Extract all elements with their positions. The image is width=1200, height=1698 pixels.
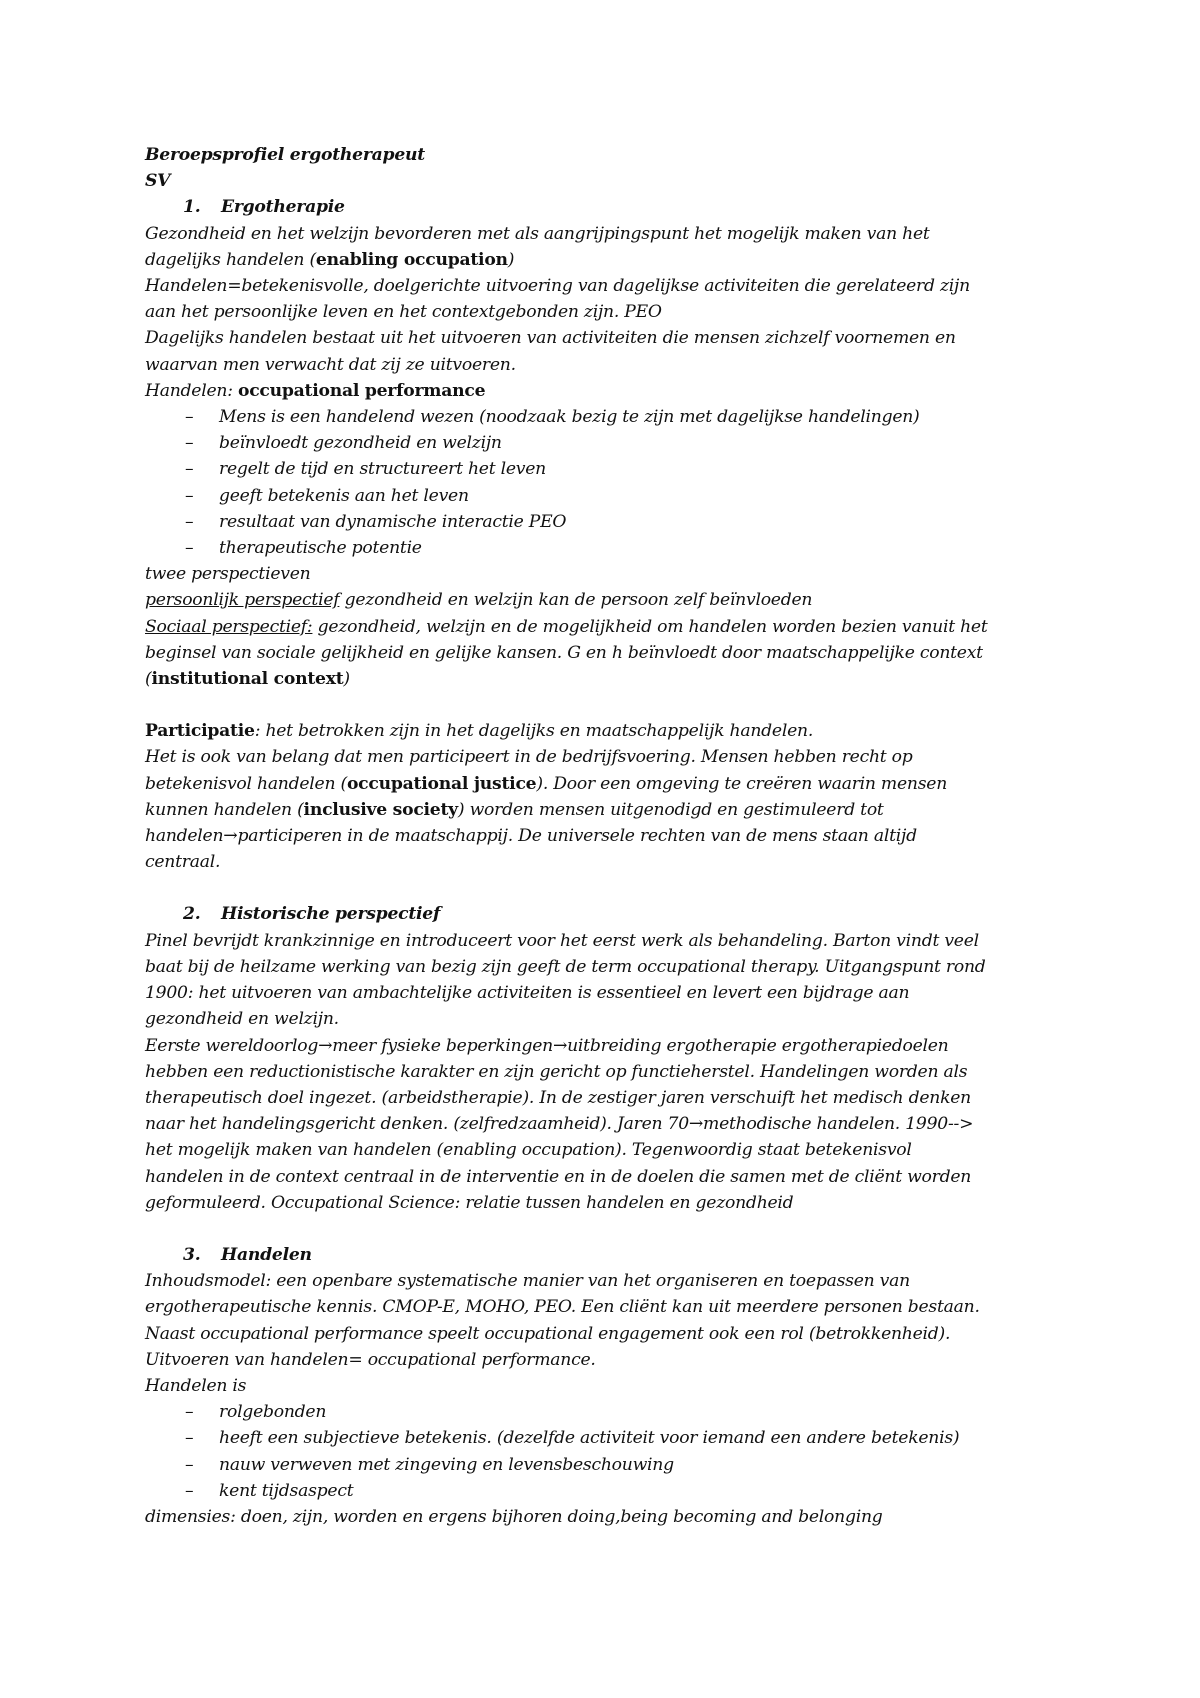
- paragraph-gap: [145, 875, 1100, 901]
- paragraph-line: dimensies: doen, zijn, worden en ergens bijhoren doing,being becoming and belonging: [145, 1506, 883, 1527]
- paragraph-line: therapeutisch doel ingezet. (arbeidstherapie). In de zestiger jaren verschuift het medisch denken: [145, 1087, 971, 1108]
- paragraph-line: Het is ook van belang dat men participeert in de bedrijfsvoering. Mensen hebben recht op: [145, 747, 913, 768]
- key-term: institutional context: [151, 669, 344, 690]
- paragraph-line: Eerste wereldoorlog→meer fysieke beperkingen→uitbreiding ergotherapie ergotherapiedoelen: [145, 1035, 949, 1056]
- paragraph-line: het mogelijk maken van handelen (enabling occupation). Tegenwoordig staat betekenisvol: [145, 1140, 912, 1161]
- bullet-dash: –: [185, 1454, 194, 1475]
- document-title: Beroepsprofiel ergotherapeut: [145, 145, 425, 165]
- paragraph-line: hebben een reductionistische karakter en zijn gericht op functieherstel. Handelingen worden als: [145, 1061, 968, 1082]
- key-term: inclusive society: [303, 799, 458, 820]
- paragraph-line: Handelen: occupational performance: [145, 380, 486, 401]
- paragraph-line: Naast occupational performance speelt occupational engagement ook een rol (betrokkenheid).: [145, 1323, 951, 1344]
- key-term: occupational performance: [237, 380, 486, 401]
- list-item: – rolgebonden: [145, 1399, 1100, 1425]
- paragraph-line: Handelen is: [145, 1375, 247, 1396]
- bullet-dash: –: [185, 511, 194, 532]
- paragraph-line: Pinel bevrijdt krankzinnige en introduceert voor het eerst werk als behandeling. Barton vindt veel: [145, 930, 979, 951]
- paragraph-gap: [145, 692, 1100, 718]
- paragraph-line: handelen in de context centraal in de interventie en in de doelen die samen met de cliënt worden: [145, 1166, 972, 1187]
- bullet-dash: –: [185, 1480, 194, 1501]
- paragraph-line: 1900: het uitvoeren van ambachtelijke activiteiten is essentieel en levert een bijdrage aan: [145, 983, 910, 1004]
- section-title: Ergotherapie: [221, 197, 345, 218]
- paragraph-line: Handelen=betekenisvolle, doelgerichte uitvoering van dagelijkse activiteiten die gerelateerd zijn: [145, 276, 970, 297]
- section-number: 3.: [183, 1244, 201, 1265]
- paragraph-line: Inhoudsmodel: een openbare systematische manier van het organiseren en toepassen van: [145, 1271, 910, 1292]
- section-title: Historische perspectief: [221, 904, 441, 925]
- list-item: – kent tijdsaspect: [145, 1478, 1100, 1504]
- paragraph-line: kunnen handelen (inclusive society) worden mensen uitgenodigd en gestimuleerd tot: [145, 799, 884, 820]
- list-item: – therapeutische potentie: [145, 535, 1100, 561]
- paragraph-line: centraal.: [145, 852, 221, 873]
- underlined-term: Sociaal perspectief:: [145, 616, 313, 637]
- paragraph-line: ergotherapeutische kennis. CMOP-E, MOHO, PEO. Een cliënt kan uit meerdere personen bestaan.: [145, 1297, 980, 1318]
- bullet-dash: –: [185, 1428, 194, 1449]
- paragraph-line: geformuleerd. Occupational Science: relatie tussen handelen en gezondheid: [145, 1192, 794, 1213]
- key-term: Participatie: [145, 721, 255, 742]
- list-item: – heeft een subjectieve betekenis. (dezelfde activiteit voor iemand een andere betekenis): [145, 1425, 1100, 1451]
- key-term: enabling occupation: [315, 249, 508, 270]
- section-heading-2: [145, 901, 1100, 927]
- paragraph-line: persoonlijk perspectief gezondheid en welzijn kan de persoon zelf beïnvloeden: [145, 590, 813, 611]
- bullet-dash: –: [185, 407, 194, 428]
- paragraph-line: Dagelijks handelen bestaat uit het uitvoeren van activiteiten die mensen zichzelf voornemen en: [145, 328, 956, 349]
- paragraph-line: (institutional context): [145, 669, 350, 690]
- key-term: occupational justice: [346, 773, 537, 794]
- paragraph-line: dagelijks handelen (enabling occupation): [145, 249, 515, 270]
- list-item: – Mens is een handelend wezen (noodzaak bezig te zijn met dagelijkse handelingen): [145, 404, 1100, 430]
- bullet-dash: –: [185, 538, 194, 559]
- paragraph-line: twee perspectieven: [145, 564, 311, 585]
- bullet-dash: –: [185, 485, 194, 506]
- section-heading-1: [145, 194, 1100, 220]
- list-item: – geeft betekenis aan het leven: [145, 483, 1100, 509]
- section-title: Handelen: [221, 1244, 312, 1265]
- paragraph-line: handelen→participeren in de maatschappij. De universele rechten van de mens staan altijd: [145, 826, 917, 847]
- paragraph-line: beginsel van sociale gelijkheid en gelijke kansen. G en h beïnvloedt door maatschappelijke context: [145, 642, 983, 663]
- paragraph-gap: [145, 1216, 1100, 1242]
- bullet-dash: –: [185, 459, 194, 480]
- bullet-dash: –: [185, 433, 194, 454]
- paragraph-line: Uitvoeren van handelen= occupational performance.: [145, 1349, 596, 1370]
- list-item: – beïnvloedt gezondheid en welzijn: [145, 430, 1100, 456]
- paragraph-line: betekenisvol handelen (occupational justice). Door een omgeving te creëren waarin mensen: [145, 773, 948, 794]
- list-item: – nauw verweven met zingeving en levensbeschouwing: [145, 1452, 1100, 1478]
- paragraph-line: Sociaal perspectief: gezondheid, welzijn en de mogelijkheid om handelen worden bezien vanuit het: [145, 616, 988, 637]
- paragraph-line: gezondheid en welzijn.: [145, 1009, 339, 1030]
- bullet-dash: –: [185, 1402, 194, 1423]
- section-heading-3: [145, 1242, 1100, 1268]
- paragraph-line: aan het persoonlijke leven en het contextgebonden zijn. PEO: [145, 302, 662, 323]
- paragraph-line: naar het handelingsgericht denken. (zelfredzaamheid). Jaren 70→methodische handelen. 1990-->: [145, 1114, 974, 1135]
- list-item: – resultaat van dynamische interactie PEO: [145, 509, 1100, 535]
- section-number: 1.: [183, 197, 201, 218]
- paragraph-line: Gezondheid en het welzijn bevorderen met als aangrijpingspunt het mogelijk maken van het: [145, 223, 930, 244]
- document-subtitle: SV: [145, 171, 171, 192]
- paragraph-line: waarvan men verwacht dat zij ze uitvoeren.: [145, 354, 516, 375]
- underlined-term: persoonlijk perspectief: [145, 590, 340, 611]
- paragraph-line: Participatie: het betrokken zijn in het dagelijks en maatschappelijk handelen.: [145, 721, 814, 742]
- list-item: – regelt de tijd en structureert het leven: [145, 456, 1100, 482]
- paragraph-line: baat bij de heilzame werking van bezig zijn geeft de term occupational therapy. Uitgangspunt rond: [145, 956, 986, 977]
- section-number: 2.: [183, 904, 201, 925]
